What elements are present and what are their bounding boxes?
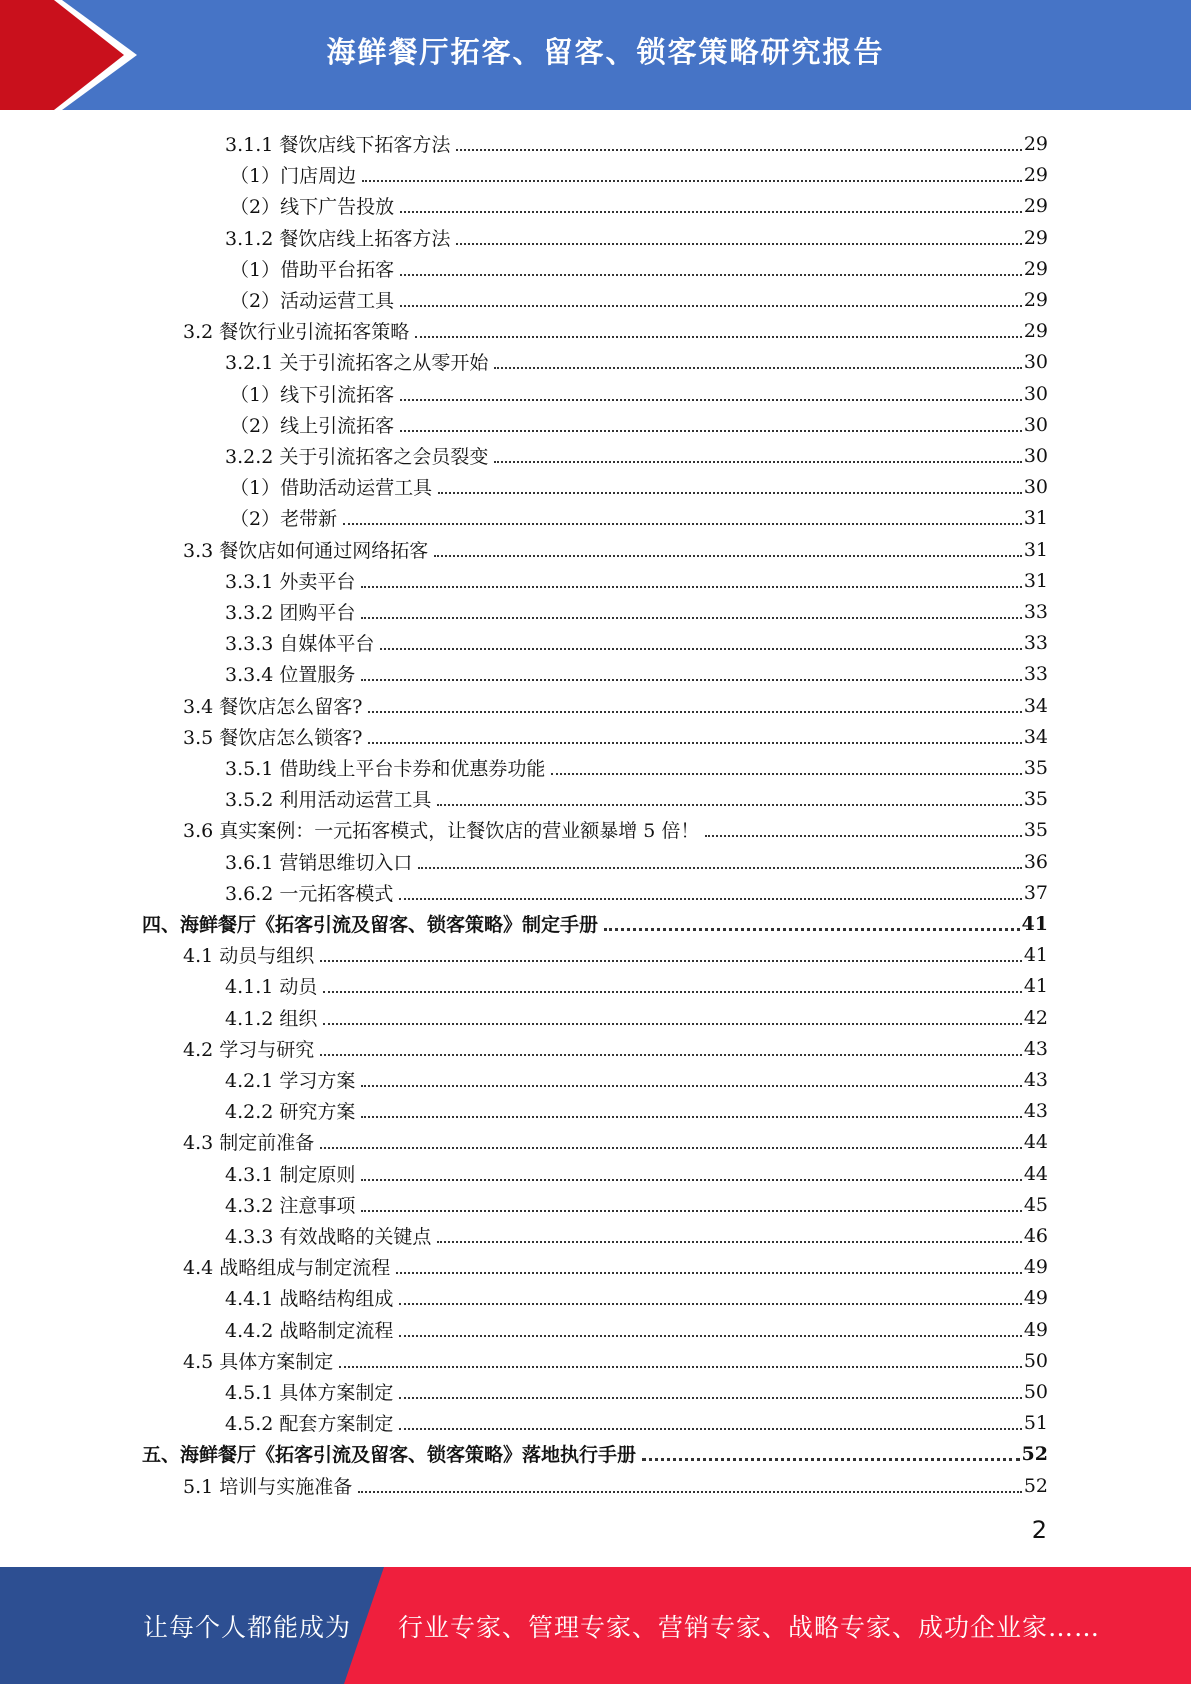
- toc-entry-page: 52: [1023, 1474, 1048, 1497]
- toc-entry-label: 四、海鲜餐厅《拓客引流及留客、锁客策略》制定手册: [142, 914, 599, 936]
- toc-entry[interactable]: [183, 1033, 1048, 1064]
- toc-dot-leader: [361, 617, 1021, 619]
- toc-dot-leader: [494, 367, 1021, 369]
- toc-entry-page: 43: [1023, 1099, 1048, 1122]
- toc-entry[interactable]: [225, 846, 1048, 877]
- toc-entry-label: 4.5.1 具体方案制定: [225, 1382, 394, 1404]
- toc-dot-leader: [705, 835, 1021, 837]
- toc-entry-label: （2）活动运营工具: [230, 290, 395, 312]
- toc-entry[interactable]: [230, 253, 1048, 284]
- toc-entry[interactable]: [225, 877, 1048, 908]
- toc-entry[interactable]: [230, 378, 1048, 409]
- toc-entry-page: 29: [1023, 226, 1048, 249]
- toc-entry-page: 29: [1023, 257, 1048, 280]
- toc-entry[interactable]: [230, 471, 1048, 502]
- toc-entry-page: 41: [1023, 943, 1048, 966]
- toc-dot-leader: [320, 1054, 1022, 1056]
- toc-entry-page: 35: [1023, 787, 1048, 810]
- toc-entry-page: 46: [1023, 1224, 1048, 1247]
- toc-dot-leader: [380, 648, 1021, 650]
- toc-entry[interactable]: [225, 752, 1048, 783]
- toc-entry-label: 3.2.1 关于引流拓客之从零开始: [225, 352, 489, 374]
- toc-entry[interactable]: [225, 1002, 1048, 1033]
- toc-entry-page: 42: [1023, 1006, 1048, 1029]
- toc-entry[interactable]: [225, 1407, 1048, 1438]
- toc-entry-page: 35: [1023, 756, 1048, 779]
- toc-entry-label: 3.6.1 营销思维切入口: [225, 852, 413, 874]
- toc-dot-leader: [437, 1241, 1021, 1243]
- toc-entry-label: （2）线上引流拓客: [230, 415, 395, 437]
- toc-entry-page: 50: [1023, 1380, 1048, 1403]
- toc-entry-page: 41: [1023, 974, 1048, 997]
- toc-entry[interactable]: [225, 1220, 1048, 1251]
- toc-entry-label: （1）借助活动运营工具: [230, 477, 433, 499]
- toc-entry-page: 36: [1023, 850, 1048, 873]
- footer-tagline: 行业专家、管理专家、营销专家、战略专家、成功企业家……: [398, 1612, 1101, 1642]
- toc-dot-leader: [399, 1397, 1021, 1399]
- toc-entry-label: 4.3 制定前准备: [183, 1132, 315, 1154]
- toc-entry[interactable]: [183, 534, 1048, 565]
- toc-entry[interactable]: [225, 783, 1048, 814]
- toc-entry-label: 4.3.1 制定原则: [225, 1164, 356, 1186]
- toc-dot-leader: [551, 773, 1021, 775]
- toc-entry-label: 3.5 餐饮店怎么锁客?: [183, 727, 363, 749]
- toc-dot-leader: [418, 867, 1021, 869]
- toc-entry-page: 30: [1023, 350, 1048, 373]
- toc-entry-label: 3.2.2 关于引流拓客之会员裂变: [225, 446, 489, 468]
- toc-entry-label: （1）线下引流拓客: [230, 384, 395, 406]
- toc-entry[interactable]: [142, 1438, 1048, 1469]
- footer-slogan: 让每个人都能成为: [143, 1612, 352, 1642]
- toc-entry-page: 45: [1023, 1193, 1048, 1216]
- toc-entry-page: 29: [1023, 194, 1048, 217]
- toc-entry-page: 43: [1023, 1037, 1048, 1060]
- toc-entry-label: 4.4.1 战略结构组成: [225, 1288, 394, 1310]
- toc-entry-page: 29: [1023, 132, 1048, 155]
- toc-entry-page: 50: [1023, 1349, 1048, 1372]
- toc-entry-label: 五、海鲜餐厅《拓客引流及留客、锁客策略》落地执行手册: [142, 1444, 637, 1466]
- toc-entry-label: （1）门店周边: [230, 165, 357, 187]
- toc-entry-page: 31: [1023, 569, 1048, 592]
- toc-entry[interactable]: [225, 1064, 1048, 1095]
- toc-entry[interactable]: [225, 1158, 1048, 1189]
- toc-dot-leader: [361, 1210, 1021, 1212]
- toc-dot-leader: [400, 211, 1022, 213]
- toc-entry-label: 4.4.2 战略制定流程: [225, 1320, 394, 1342]
- toc-entry-label: 5.1 培训与实施准备: [183, 1476, 353, 1498]
- toc-entry[interactable]: [225, 565, 1048, 596]
- toc-entry-page: 30: [1023, 444, 1048, 467]
- toc-dot-leader: [362, 180, 1022, 182]
- toc-entry[interactable]: [225, 346, 1048, 377]
- toc-entry[interactable]: [225, 1189, 1048, 1220]
- report-title: 海鲜餐厅拓客、留客、锁客策略研究报告: [326, 34, 885, 69]
- toc-dot-leader: [361, 1116, 1021, 1118]
- toc-entry-label: （2）老带新: [230, 508, 338, 530]
- toc-entry-page: 30: [1023, 382, 1048, 405]
- toc-entry-label: 3.2 餐饮行业引流拓客策略: [183, 321, 410, 343]
- toc-entry-page: 34: [1023, 694, 1048, 717]
- toc-entry[interactable]: [225, 1095, 1048, 1126]
- toc-entry-page: 29: [1023, 163, 1048, 186]
- toc-entry-label: 3.5.1 借助线上平台卡券和优惠券功能: [225, 758, 546, 780]
- toc-entry[interactable]: [225, 128, 1048, 159]
- toc-entry-page: 33: [1023, 600, 1048, 623]
- toc-entry[interactable]: [183, 690, 1048, 721]
- toc-entry-label: 4.1.1 动员: [225, 976, 318, 998]
- toc-entry[interactable]: [183, 1126, 1048, 1157]
- toc-entry[interactable]: [183, 1345, 1048, 1376]
- toc-dot-leader: [400, 274, 1022, 276]
- toc-dot-leader: [343, 523, 1022, 525]
- toc-entry-page: 30: [1023, 413, 1048, 436]
- toc-entry[interactable]: [225, 1314, 1048, 1345]
- toc-entry[interactable]: [183, 939, 1048, 970]
- toc-dot-leader: [400, 399, 1022, 401]
- toc-entry-label: 4.3.2 注意事项: [225, 1195, 356, 1217]
- toc-dot-leader: [320, 1147, 1022, 1149]
- toc-entry-page: 44: [1023, 1130, 1048, 1153]
- toc-entry-label: 4.5.2 配套方案制定: [225, 1413, 394, 1435]
- toc-dot-leader: [604, 928, 1020, 931]
- toc-entry[interactable]: [142, 908, 1048, 939]
- toc-dot-leader: [399, 1303, 1021, 1305]
- toc-entry[interactable]: [230, 284, 1048, 315]
- toc-dot-leader: [456, 243, 1021, 245]
- page-number: 2: [1031, 1516, 1047, 1544]
- toc-entry-page: 30: [1023, 475, 1048, 498]
- toc-entry-label: 4.5 具体方案制定: [183, 1351, 334, 1373]
- toc-entry-page: 37: [1023, 881, 1048, 904]
- toc-entry-label: 3.3 餐饮店如何通过网络拓客: [183, 540, 429, 562]
- toc-entry-label: 4.2 学习与研究: [183, 1039, 315, 1061]
- toc-entry-page: 41: [1021, 912, 1048, 935]
- toc-entry[interactable]: [225, 1282, 1048, 1313]
- toc-entry[interactable]: [230, 502, 1048, 533]
- toc-dot-leader: [361, 586, 1021, 588]
- toc-entry-page: 34: [1023, 725, 1048, 748]
- toc-entry[interactable]: [225, 627, 1048, 658]
- toc-dot-leader: [361, 1085, 1021, 1087]
- toc-dot-leader: [358, 1491, 1022, 1493]
- toc-entry-label: 4.3.3 有效战略的关键点: [225, 1226, 432, 1248]
- toc-entry-page: 29: [1023, 319, 1048, 342]
- toc-entry-label: 3.3.2 团购平台: [225, 602, 356, 624]
- toc-entry[interactable]: [183, 814, 1048, 845]
- toc-dot-leader: [400, 305, 1022, 307]
- toc-entry-page: 29: [1023, 288, 1048, 311]
- toc-entry-page: 33: [1023, 631, 1048, 654]
- toc-entry-label: 3.1.2 餐饮店线上拓客方法: [225, 228, 451, 250]
- toc-entry[interactable]: [225, 970, 1048, 1001]
- toc-entry-label: 3.3.3 自媒体平台: [225, 633, 375, 655]
- toc-entry-label: 4.4 战略组成与制定流程: [183, 1257, 391, 1279]
- toc-entry[interactable]: [230, 409, 1048, 440]
- toc-entry-page: 51: [1023, 1411, 1048, 1434]
- toc-dot-leader: [399, 1335, 1021, 1337]
- toc-entry-label: （2）线下广告投放: [230, 196, 395, 218]
- toc-dot-leader: [399, 1428, 1021, 1430]
- page-header: [0, 0, 1191, 110]
- toc-entry-page: 33: [1023, 662, 1048, 685]
- toc-dot-leader: [323, 1023, 1021, 1025]
- toc-dot-leader: [438, 492, 1022, 494]
- toc-entry-label: 3.6.2 一元拓客模式: [225, 883, 394, 905]
- toc-dot-leader: [415, 336, 1022, 338]
- toc-dot-leader: [361, 679, 1021, 681]
- toc-entry[interactable]: [230, 159, 1048, 190]
- toc-entry-label: 4.1 动员与组织: [183, 945, 315, 967]
- page-footer: [0, 1567, 1191, 1684]
- toc-entry-label: 3.6 真实案例：一元拓客模式，让餐饮店的营业额暴增 5 倍！: [183, 820, 700, 842]
- toc-entry-label: 4.2.2 研究方案: [225, 1101, 356, 1123]
- toc-dot-leader: [368, 742, 1021, 744]
- toc-entry-page: 31: [1023, 506, 1048, 529]
- toc-entry-label: 3.3.1 外卖平台: [225, 571, 356, 593]
- toc-entry[interactable]: [225, 1376, 1048, 1407]
- toc-entry[interactable]: [225, 596, 1048, 627]
- toc-entry-label: 4.2.1 学习方案: [225, 1070, 356, 1092]
- toc-dot-leader: [399, 898, 1021, 900]
- toc-dot-leader: [368, 711, 1021, 713]
- toc-entry-page: 44: [1023, 1162, 1048, 1185]
- toc-dot-leader: [456, 149, 1021, 151]
- toc-entry[interactable]: [230, 190, 1048, 221]
- toc-entry-label: （1）借助平台拓客: [230, 259, 395, 281]
- toc-dot-leader: [642, 1458, 1020, 1461]
- toc-entry[interactable]: [183, 315, 1048, 346]
- toc-dot-leader: [434, 555, 1022, 557]
- toc-entry-page: 52: [1021, 1442, 1048, 1465]
- toc-entry-label: 4.1.2 组织: [225, 1008, 318, 1030]
- toc-dot-leader: [437, 804, 1021, 806]
- toc-entry-page: 49: [1023, 1318, 1048, 1341]
- toc-entry-page: 49: [1023, 1286, 1048, 1309]
- toc-entry-page: 49: [1023, 1255, 1048, 1278]
- toc-entry-label: 3.5.2 利用活动运营工具: [225, 789, 432, 811]
- toc-entry-page: 35: [1023, 818, 1048, 841]
- toc-entry-page: 31: [1023, 538, 1048, 561]
- toc-dot-leader: [361, 1179, 1021, 1181]
- toc-dot-leader: [396, 1272, 1022, 1274]
- toc-entry[interactable]: [183, 1251, 1048, 1282]
- toc-dot-leader: [323, 991, 1021, 993]
- toc-entry-page: 43: [1023, 1068, 1048, 1091]
- toc-entry[interactable]: [225, 440, 1048, 471]
- toc-dot-leader: [400, 430, 1022, 432]
- toc-entry[interactable]: [183, 721, 1048, 752]
- toc-entry-label: 3.1.1 餐饮店线下拓客方法: [225, 134, 451, 156]
- toc-dot-leader: [320, 960, 1022, 962]
- toc-dot-leader: [339, 1366, 1022, 1368]
- toc-entry[interactable]: [183, 1470, 1048, 1501]
- toc-entry[interactable]: [225, 222, 1048, 253]
- toc-entry-label: 3.4 餐饮店怎么留客?: [183, 696, 363, 718]
- toc-entry-label: 3.3.4 位置服务: [225, 664, 356, 686]
- toc-entry[interactable]: [225, 658, 1048, 689]
- toc-dot-leader: [494, 461, 1021, 463]
